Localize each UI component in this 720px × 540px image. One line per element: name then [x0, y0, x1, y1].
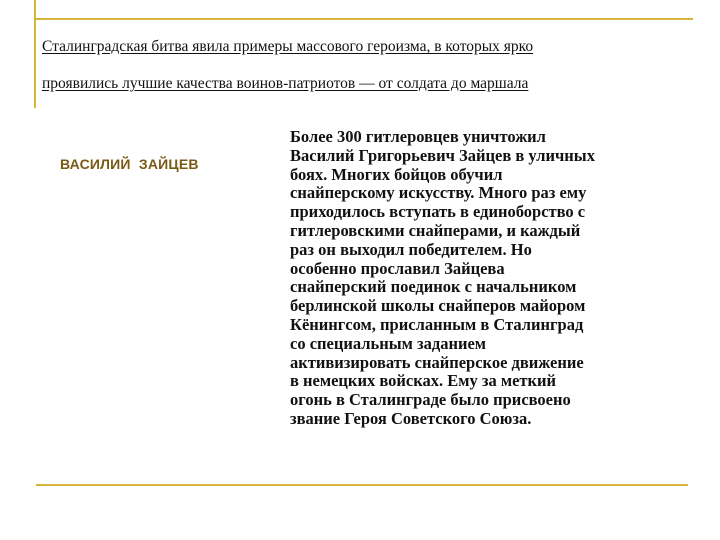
heading-line-1: Сталинградская битва явила примеры массового героизма, в которых ярко: [42, 38, 534, 55]
description-line: снайперский поединок с начальником: [290, 277, 577, 297]
description-line: гитлеровскими снайперами, и каждый: [290, 220, 581, 240]
hero-description: [290, 128, 680, 429]
description-line: снайперскому искусству. Много раз ему: [290, 183, 587, 203]
description-line: в немецких войсках. Ему за меткий: [290, 371, 557, 391]
description-line: Кёнингсом, присланным в Сталинград: [290, 314, 584, 334]
description-line: берлинской школы снайперов майором: [290, 296, 586, 316]
description-line: огонь в Сталинграде было присвоено: [290, 390, 571, 410]
heading-line-2: проявились лучшие качества воинов-патриотов — от солдата до маршала: [42, 75, 529, 92]
description-line: Василий Григорьевич Зайцев в уличных: [290, 145, 595, 165]
slide-heading: [42, 28, 662, 102]
description-line: раз он выходил победителем. Но: [290, 239, 532, 259]
description-line: приходилось вступать в единоборство с: [290, 202, 586, 222]
description-line: активизировать снайперское движение: [290, 352, 584, 372]
description-line: со специальным заданием: [290, 333, 487, 353]
left-accent-line: [34, 0, 36, 108]
top-accent-line: [34, 18, 693, 20]
description-line: особенно прославил Зайцева: [290, 258, 505, 278]
bottom-accent-line: [36, 484, 688, 486]
description-line: боях. Многих бойцов обучил: [290, 164, 503, 184]
description-line: Более 300 гитлеровцев уничтожил: [290, 127, 546, 146]
description-line: звание Героя Советского Союза.: [290, 408, 532, 428]
hero-name-label: ВАСИЛИЙ ЗАЙЦЕВ: [60, 156, 199, 172]
